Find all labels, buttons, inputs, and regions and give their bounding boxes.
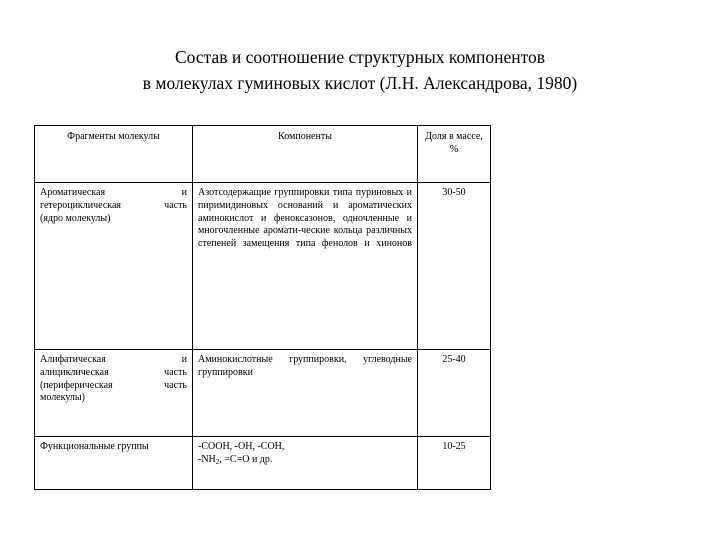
fragment-cell: Функциональные группы — [35, 437, 193, 490]
fragment-text: гетероциклическая — [40, 199, 122, 211]
table-header-row — [35, 126, 491, 183]
share-cell: 30-50 — [418, 183, 491, 350]
header-share: Доля в массе, % — [418, 126, 491, 183]
fragment-text: часть — [164, 366, 187, 378]
share-cell: 25-40 — [418, 350, 491, 437]
fragment-text: алициклическая — [40, 366, 109, 378]
components-table — [34, 125, 491, 490]
fragment-text: и — [181, 354, 187, 365]
components-cell: Азотсодержащие группировки типа пуриновых и пиримидиновых оснований и ароматических аминокислот и феноксазонов, одночленные и многочленные аромати-ческие кольца различных степеней замещения типа фенолов и хинонов — [193, 183, 418, 350]
fragment-text: и — [181, 187, 187, 198]
components-cell — [193, 437, 418, 490]
components-text: -COOH, -OH, -COH, — [198, 441, 285, 452]
fragment-text: (периферическая — [40, 379, 113, 391]
title-line-2: в молекулах гуминовых кислот (Л.Н. Александрова, 1980) — [142, 73, 578, 93]
header-fragments: Фрагменты молекулы — [35, 126, 193, 183]
components-text: $-NH_2$, =C=O и др. — [198, 453, 273, 466]
page-title — [0, 44, 720, 96]
table-row — [35, 437, 491, 490]
share-cell: 10-25 — [418, 437, 491, 490]
header-components: Компоненты — [193, 126, 418, 183]
title-line-1: Состав и соотношение структурных компонентов — [174, 47, 546, 67]
fragment-cell — [35, 183, 193, 350]
table-row — [35, 183, 491, 350]
fragment-text: молекулы) — [40, 392, 85, 404]
table-row — [35, 350, 491, 437]
fragment-cell — [35, 350, 193, 437]
fragment-text: Ароматическая — [40, 187, 106, 198]
fragment-text: часть — [164, 379, 187, 391]
fragment-text: Алифатическая — [40, 354, 106, 365]
fragment-text: часть — [164, 199, 187, 211]
components-cell: Аминокислотные группировки, углеводные группировки — [193, 350, 418, 437]
fragment-text: (ядро молекулы) — [40, 212, 111, 224]
